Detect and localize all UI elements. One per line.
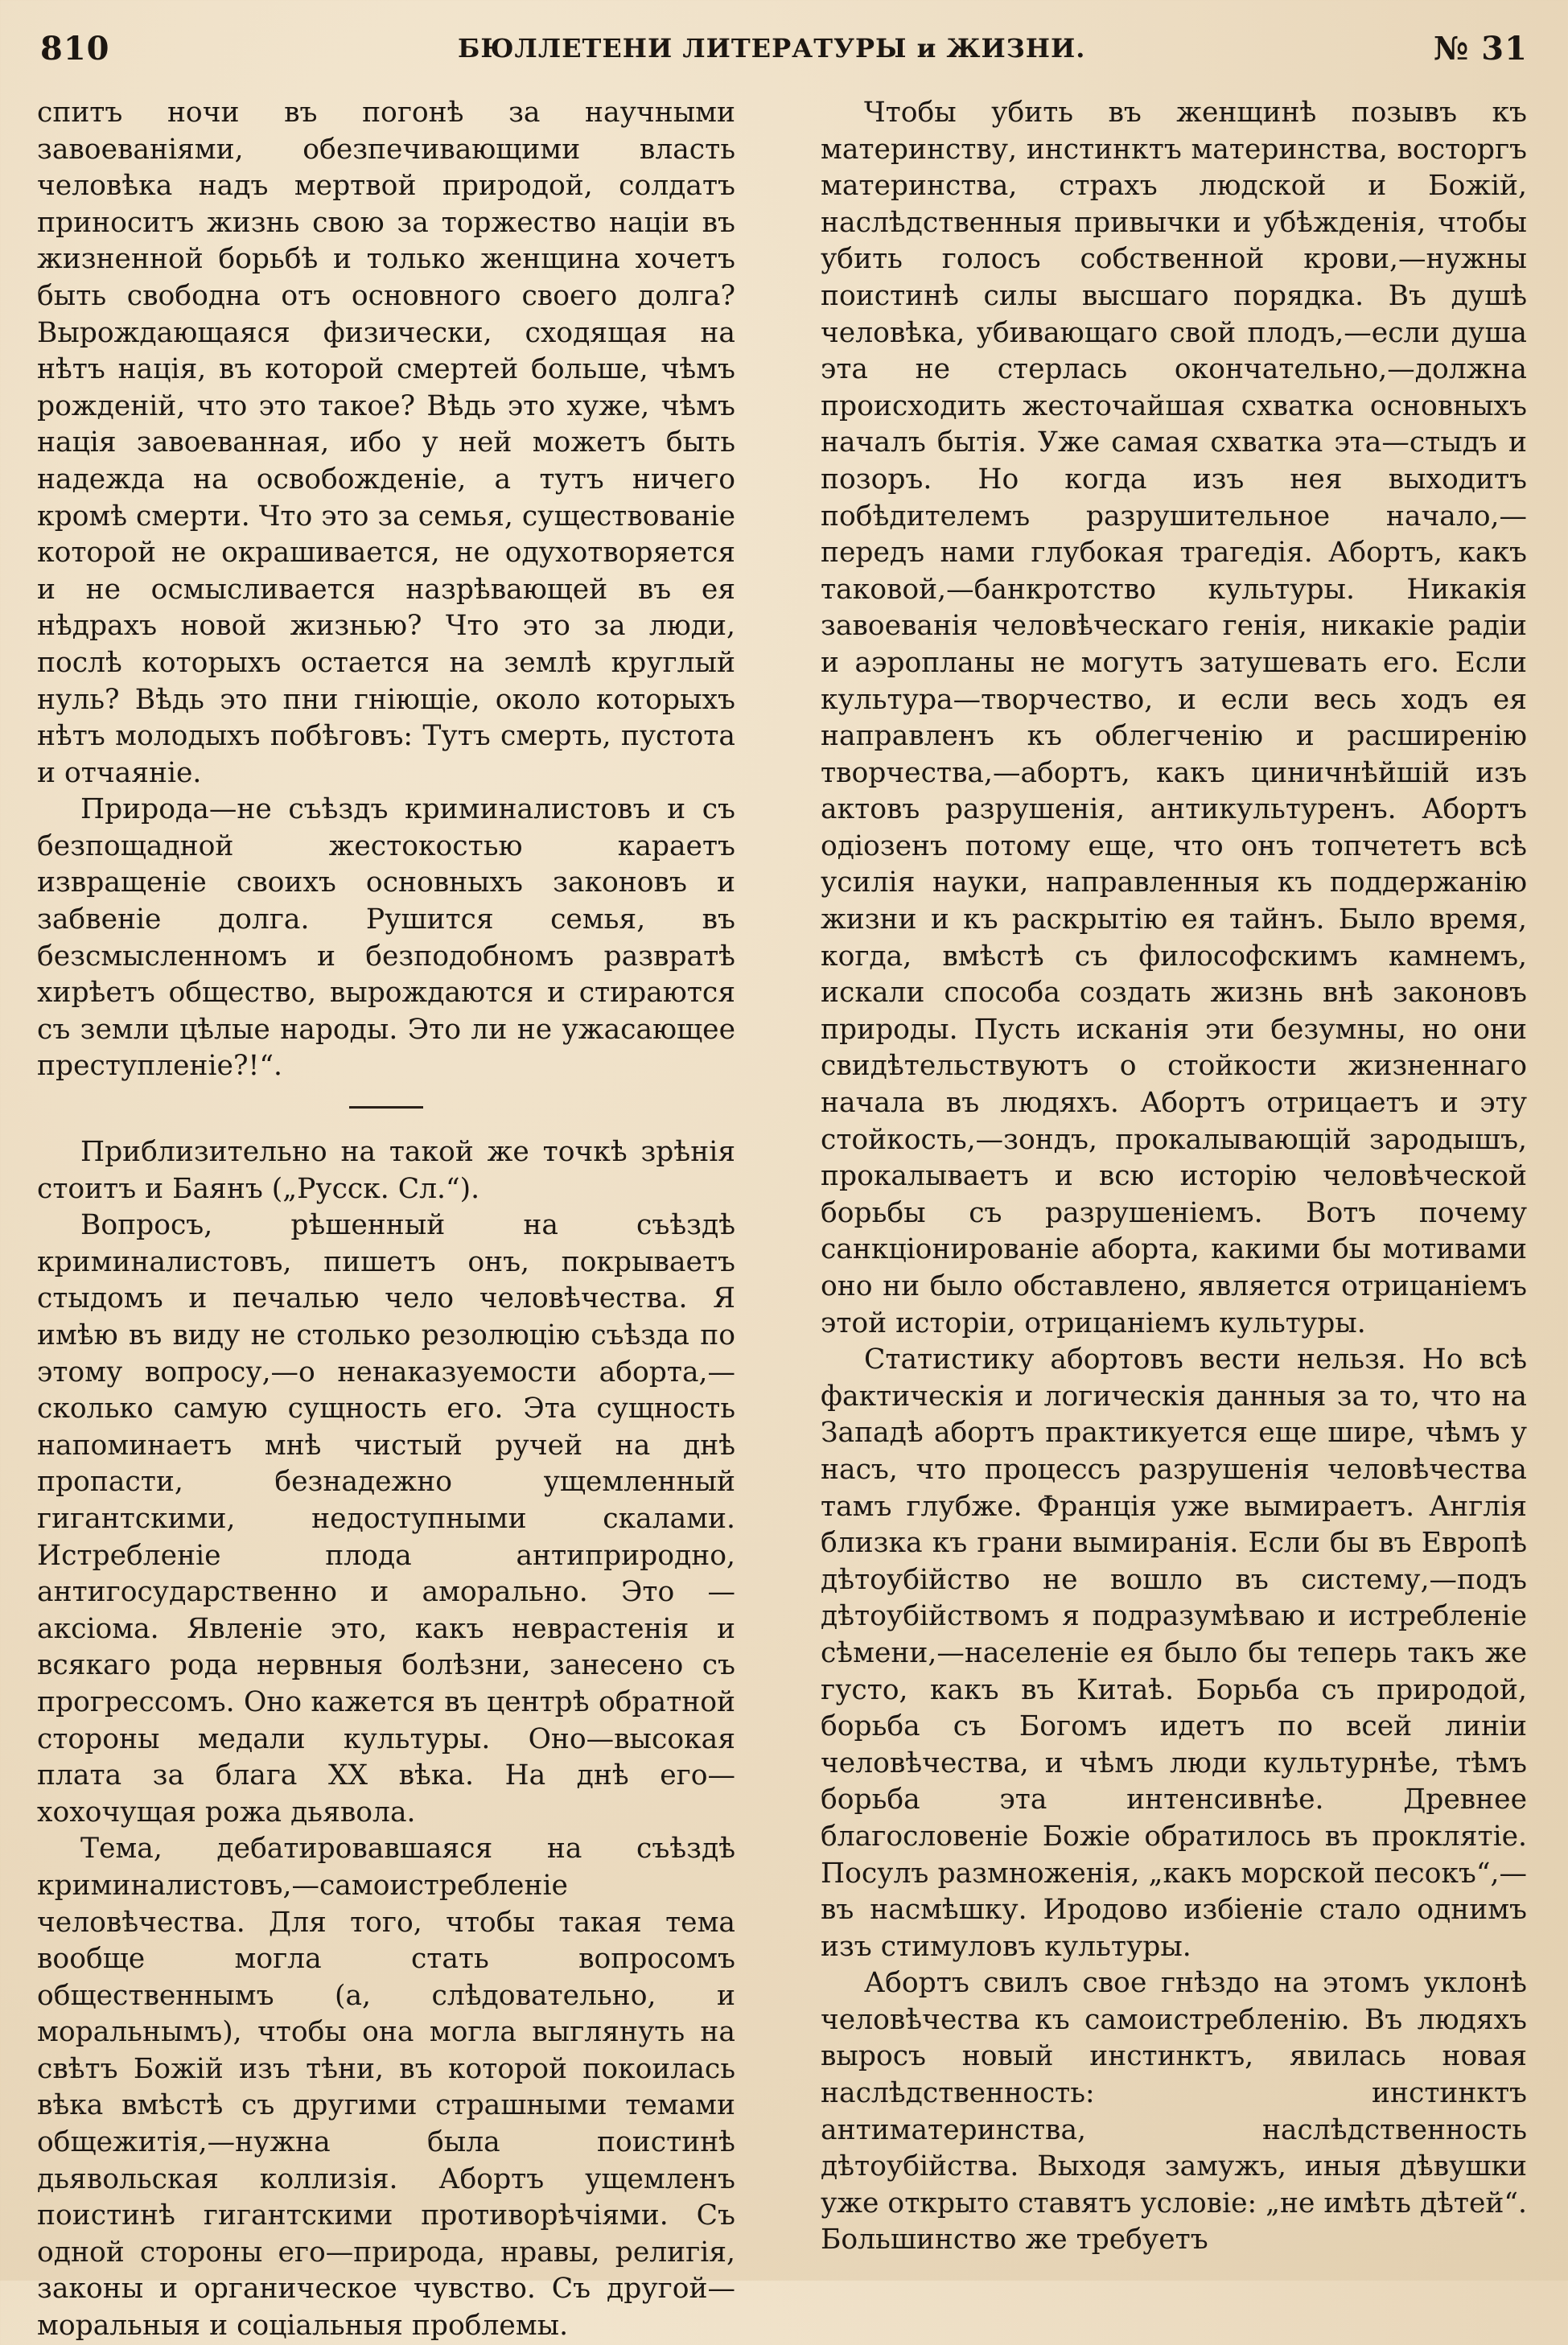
paragraph: спитъ ночи въ погонѣ за научными завоеваніями, обезпечивающими власть человѣка надъ мертвой природой, солдатъ приноситъ жизнь свою за торжество націи въ жизненной борьбѣ и только женщина хочетъ быть свободна отъ основного своего долга? Вырождающаяся физически, сходящая на нѣтъ нація, въ которой смертей больше, чѣмъ рожденій, что это такое? Вѣдь это хуже, чѣмъ нація завоеванная, ибо у ней можетъ быть надежда на освобожденіе, а тутъ ничего кромѣ смерти. Что это за семья, существованіе которой не окрашивается, не одухотворяется и не осмысливается назрѣвающей въ ея нѣдрахъ новой жизнью? Что это за люди, послѣ которыхъ остается на землѣ круглый нуль? Вѣдь это пни гніющіе, около которыхъ нѣтъ молодыхъ побѣговъ: Тутъ смерть, пустота и отчаяніе.	[37, 97, 735, 789]
right-column	[821, 95, 1527, 2259]
paragraph: Тема, дебатировавшаяся на съѣздѣ криминалистовъ,—самоистребленіе человѣчества. Для того, чтобы такая тема вообще могла стать вопросомъ общественнымъ (а, слѣдовательно, и моральнымъ), чтобы она могла выглянуть на свѣтъ Божій изъ тѣни, въ которой покоилась вѣка вмѣстѣ съ другими страшными темами общежитія,—нужна была поистинѣ дьявольская коллизія. Абортъ ущемленъ поистинѣ гигантскими противорѣчіями. Съ одной стороны его—природа, нравы, религія, законы и органическое чувство. Съ другой—моральныя и соціальныя проблемы.	[37, 1833, 735, 2343]
left-column	[37, 95, 735, 2345]
issue-number: № 31	[1433, 29, 1528, 68]
paragraph: Чтобы убить въ женщинѣ позывъ къ материнству, инстинктъ материнства, восторгъ материнства, страхъ людской и Божій, наслѣдственныя привычки и убѣжденія, чтобы убить голосъ собственной крови,—нужны поистинѣ силы высшаго порядка. Въ душѣ человѣка, убивающаго свой плодъ,—если душа эта не стерлась окончательно,—должна происходить жесточайшая схватка основныхъ началъ бытія. Уже самая схватка эта—стыдъ и позоръ. Но когда изъ нея выходитъ побѣдителемъ разрушительное начало,—передъ нами глубокая трагедія. Абортъ, какъ таковой,—банкротство культуры. Никакія завоеванія человѣческаго генія, никакіе радіи и аэропланы не могутъ затушевать его. Если культура—творчество, и если весь ходъ ея направленъ къ облегченію и расширенію творчества,—абортъ, какъ циничнѣйшій изъ актовъ разрушенія, антикультуренъ. Абортъ одіозенъ потому еще, что онъ топчететъ всѣ усилія науки, направленныя къ поддержанію жизни и къ раскрытію ея тайнъ. Было время, когда, вмѣстѣ съ философскимъ камнемъ, искали способа создать жизнь внѣ законовъ природы. Пусть исканія эти безумны, но они свидѣтельствуютъ о стойкости жизненнаго начала въ людяхъ. Абортъ отрицаетъ и эту стойкость,—зондъ, прокалывающій зародышъ, прокалываетъ и всю исторію человѣческой борьбы съ разрушеніемъ. Вотъ почему санкціонированіе аборта, какими бы мотивами оно ни было обставлено, является отрицаніемъ этой исторіи, отрицаніемъ культуры.	[821, 97, 1527, 1339]
paragraph: Вопросъ, рѣшенный на съѣздѣ криминалистовъ, пишетъ онъ, покрываетъ стыдомъ и печалью чело человѣчества. Я имѣю въ виду не столько резолюцію съѣзда по этому вопросу,—о ненаказуемости аборта,—сколько самую сущность его. Эта сущность напоминаетъ мнѣ чистый ручей на днѣ пропасти, безнадежно ущемленный гигантскими, недоступными скалами. Истребленіе плода антиприродно, антигосударственно и аморально. Это — аксіома. Явленіе это, какъ неврастенія и всякаго рода нервныя болѣзни, занесено съ прогрессомъ. Оно кажется въ центрѣ обратной стороны медали культуры. Оно—высокая плата за блага XX вѣка. На днѣ его—хохочущая рожа дьявола.	[37, 1209, 735, 1829]
paragraph: Приблизительно на такой же точкѣ зрѣнія стоитъ и Баянъ („Русск. Сл.“).	[37, 1136, 735, 1205]
running-header	[40, 24, 1528, 72]
paragraph: Природа—не съѣздъ криминалистовъ и съ безпощадной жестокостью караетъ извращеніе своихъ основныхъ законовъ и забвеніе долга. Рушится семья, въ безсмысленномъ и безподобномъ развратѣ хирѣетъ общество, вырождаются и стираются съ земли цѣлые народы. Это ли не ужасающее преступленіе?!“.	[37, 793, 735, 1083]
paragraph: Статистику абортовъ вести нельзя. Но всѣ фактическія и логическія данныя за то, что на Западѣ абортъ практикуется еще шире, чѣмъ у насъ, что процессъ разрушенія человѣчества тамъ глубже. Франція уже вымираетъ. Англія близка къ грани вымиранія. Если бы въ Европѣ дѣтоубійство не вошло въ систему,—подъ дѣтоубійствомъ я подразумѣваю и истребленіе сѣмени,—населеніе ея было бы теперь такъ же густо, какъ въ Китаѣ. Борьба съ природой, борьба съ Богомъ идетъ по всей линіи человѣчества, и чѣмъ люди культурнѣе, тѣмъ борьба эта интенсивнѣе. Древнее благословеніе Божіе обратилось въ проклятіе. Посулъ размноженія, „какъ морской песокъ“,—въ насмѣшку. Иродово избіеніе стало однимъ изъ стимуловъ культуры.	[821, 1343, 1527, 1963]
section-divider	[349, 1106, 423, 1109]
page-number: 810	[40, 29, 110, 68]
paragraph: Абортъ свилъ свое гнѣздо на этомъ уклонѣ человѣчества къ самоистребленію. Въ людяхъ выросъ новый инстинктъ, явилась новая наслѣдственность: инстинктъ антиматеринства, наслѣдственность дѣтоубійства. Выходя замужъ, иныя дѣвушки уже открыто ставятъ условіе: „не имѣть дѣтей“. Большинство же требуетъ	[821, 1967, 1528, 2257]
journal-title: БЮЛЛЕТЕНИ ЛИТЕРАТУРЫ и ЖИЗНИ.	[458, 33, 1086, 64]
